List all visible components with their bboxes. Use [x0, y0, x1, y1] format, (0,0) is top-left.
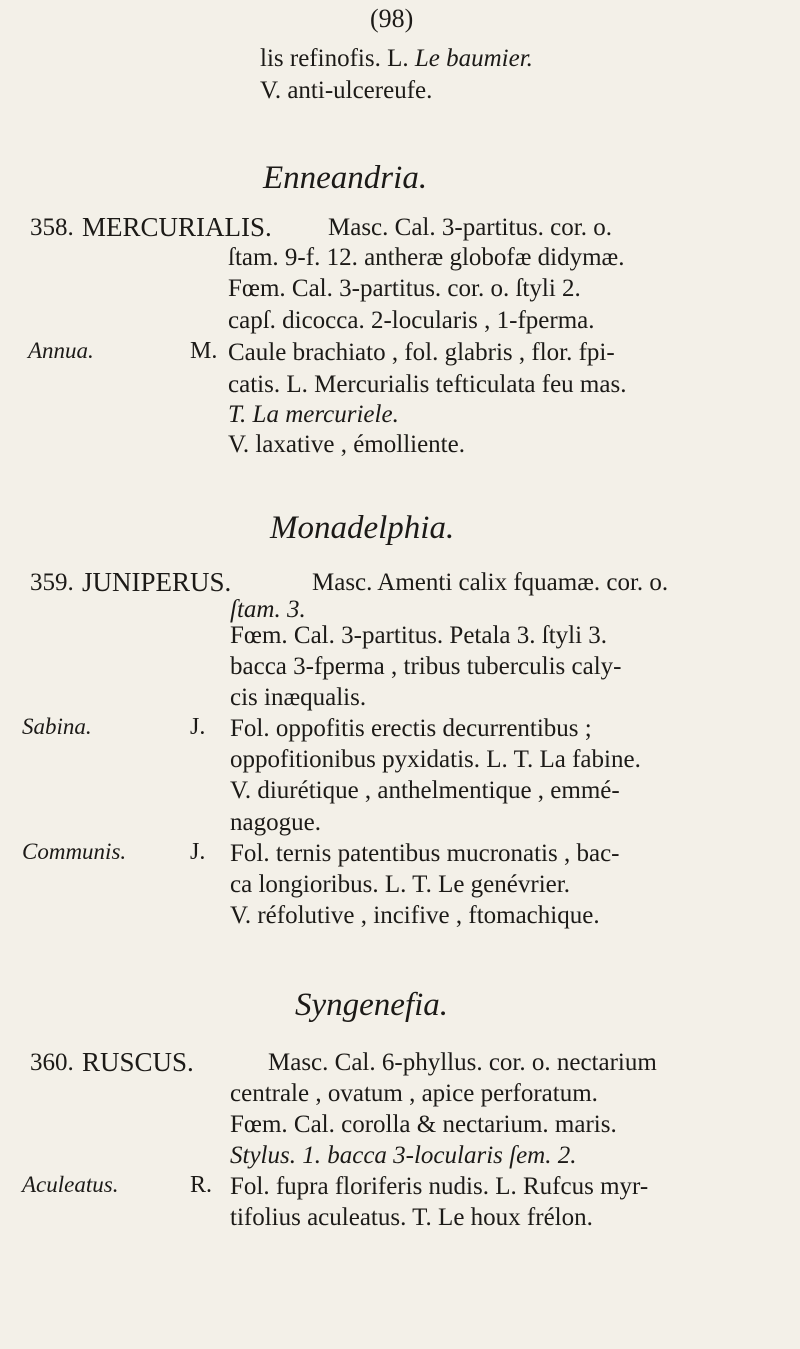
description-line: Fol. oppofitis erectis decurrentibus ; [230, 715, 592, 742]
description-line: Stylus. 1. bacca 3-locularis ſem. 2. [230, 1142, 577, 1169]
description-line: V. diurétique , anthelmentique , emmé- [230, 777, 620, 804]
section-heading-enneandria: Enneandria. [263, 160, 428, 196]
description-line: Caule brachiato , fol. glabris , flor. fpi- [228, 339, 615, 366]
genus-name: RUSCUS. [82, 1047, 194, 1077]
description-line: cis inæqualis. [230, 684, 367, 711]
description-line: ſtam. 9-f. 12. antheræ globofæ didymæ. [228, 244, 625, 271]
description-line: Masc. Cal. 6-phyllus. cor. o. nectarium [268, 1049, 657, 1076]
description-line: nagogue. [230, 809, 321, 836]
description-line: Fol. ternis patentibus mucronatis , bac- [230, 840, 620, 867]
description-line: ſtam. 3. [230, 596, 306, 623]
description-line: Fœm. Cal. corolla & nectarium. maris. [230, 1111, 617, 1138]
description-line: capſ. dicocca. 2-locularis , 1-fperma. [228, 307, 595, 334]
description-line: Fœm. Cal. 3-partitus. cor. o. ſtyli 2. [228, 275, 581, 302]
description-line: centrale , ovatum , apice perforatum. [230, 1080, 598, 1107]
intro-text: lis refinofis. L. [260, 45, 409, 72]
species-name: Sabina. [22, 714, 92, 739]
species-letter: J. [190, 714, 206, 740]
genus-name: JUNIPERUS. [82, 567, 232, 597]
description-line: bacca 3-fperma , tribus tuberculis caly- [230, 653, 622, 680]
description-line: ca longioribus. L. T. Le genévrier. [230, 871, 570, 898]
genus-name: MERCURIALIS. [82, 212, 272, 242]
intro-line-2: V. anti-ulcereufe. [260, 77, 433, 104]
entry-number: 360. [30, 1049, 74, 1076]
description-line: T. La mercuriele. [228, 401, 399, 428]
species-name: Communis. [22, 839, 127, 864]
description-line: Fol. fupra floriferis nudis. L. Rufcus myr- [230, 1173, 649, 1200]
page-number: (98) [370, 4, 414, 33]
section-heading-monadelphia: Monadelphia. [270, 510, 455, 546]
description-line: Masc. Cal. 3-partitus. cor. o. [328, 214, 612, 241]
entry-number: 358. [30, 214, 74, 241]
description-line: catis. L. Mercurialis tefticulata feu mas. [228, 371, 627, 398]
description-line: V. réfolutive , incifive , ftomachique. [230, 902, 600, 929]
description-line: Masc. Amenti calix fquamæ. cor. o. [312, 569, 669, 596]
species-letter: M. [190, 338, 218, 364]
species-letter: R. [190, 1172, 213, 1198]
species-letter: J. [190, 839, 206, 865]
french-name: Le baumier. [414, 45, 533, 72]
description-line: Fœm. Cal. 3-partitus. Petala 3. ſtyli 3. [230, 622, 608, 649]
description-line: V. laxative , émolliente. [228, 431, 465, 458]
entry-number: 359. [30, 569, 74, 596]
section-heading-syngenefia: Syngenefia. [295, 987, 449, 1023]
description-line: tifolius aculeatus. T. Le houx frélon. [230, 1204, 593, 1231]
species-name: Aculeatus. [22, 1172, 119, 1197]
intro-line-1 [260, 44, 533, 74]
description-line: oppofitionibus pyxidatis. L. T. La fabine. [230, 746, 641, 773]
species-name: Annua. [28, 338, 94, 363]
